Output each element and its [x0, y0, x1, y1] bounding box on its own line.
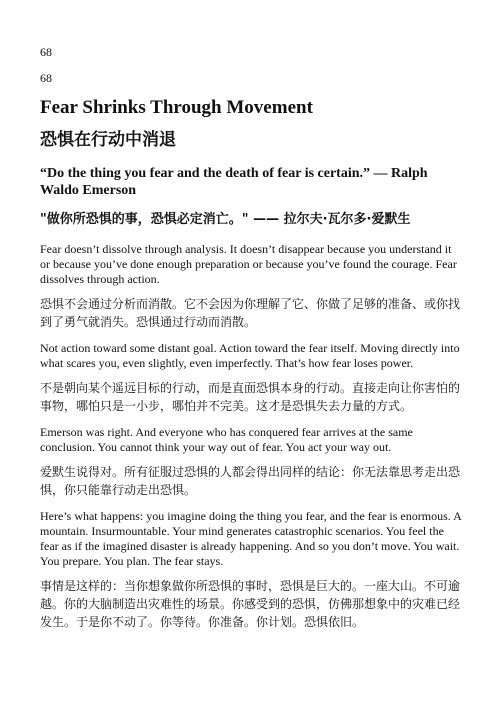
paragraph-chinese: 爱默生说得对。所有征服过恐惧的人都会得出同样的结论：你无法靠思考走出恐惧，你只能靠行动走出恐惧。	[40, 465, 461, 497]
chapter-title-english: Fear Shrinks Through Movement	[40, 97, 313, 118]
paragraph-english: Fear doesn’t dissolve through analysis. It doesn’t disappear because you understand it or because you’ve done enough preparation or because you’ve found the courage. Fear dissolves through action.	[40, 242, 457, 286]
paragraph-english: Not action toward some distant goal. Action toward the fear itself. Moving directly into what scares you, even slightly, even imperfectly. That’s how fear loses power.	[40, 341, 460, 370]
epigraph-quote-english: “Do the thing you fear and the death of fear is certain.” — Ralph Waldo Emerson	[40, 166, 428, 198]
chapter-title-chinese: 恐惧在行动中消退	[40, 130, 176, 150]
paragraph-english: Here’s what happens: you imagine doing the thing you fear, and the fear is enormous. A mountain. Insurmountable. Your mind generates catastrophic scenarios. You feel the fear as if the imagined disaster is already happening. And so you don’t move. You wait. You prepare. You plan. The fear stays.	[40, 509, 462, 568]
paragraph-chinese: 恐惧不会通过分析而消散。它不会因为你理解了它、你做了足够的准备、或你找到了勇气就消失。恐惧通过行动而消散。	[40, 297, 461, 329]
epigraph-quote-chinese: "做你所恐惧的事，恐惧必定消亡。" —— 拉尔夫·瓦尔多·爱默生	[40, 212, 411, 227]
paragraph-chinese: 事情是这样的：当你想象做你所恐惧的事时，恐惧是巨大的。一座大山。不可逾越。你的大脑制造出灾难性的场景。你感受到的恐惧，仿佛那想象中的灾难已经发生。于是你不动了。你等待。你准备。你计划。恐惧依旧。	[40, 579, 461, 629]
page-number-repeat: 68	[40, 71, 52, 85]
paragraph-english: Emerson was right. And everyone who has conquered fear arrives at the same conclusion. You cannot think your way out of fear. You act your way out.	[40, 425, 413, 454]
page-number: 68	[40, 45, 52, 59]
book-page	[40, 44, 462, 641]
paragraph-chinese: 不是朝向某个遥远目标的行动，而是直面恐惧本身的行动。直接走向让你害怕的事物，哪怕只是一小步，哪怕并不完美。这才是恐惧失去力量的方式。	[40, 381, 461, 413]
